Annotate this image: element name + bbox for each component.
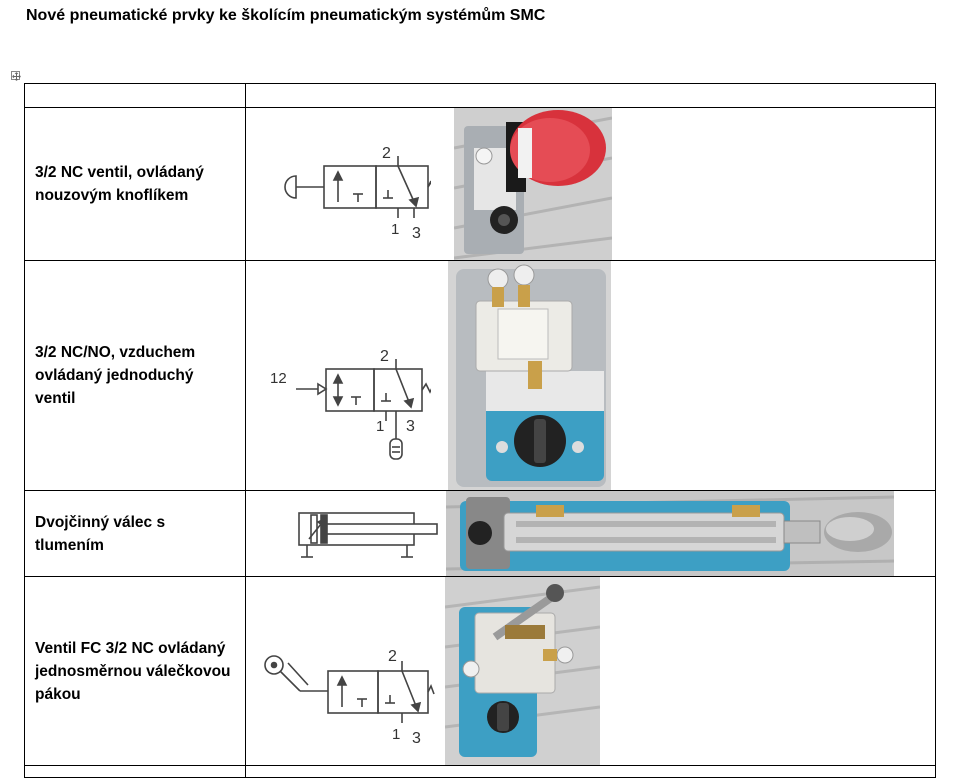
table-row: [25, 577, 936, 766]
port-label: 1: [376, 418, 385, 435]
component-label: 3/2 NC/NO, vzduchem ovládaný jednoduchý ventil: [35, 344, 196, 407]
port-label: 2: [380, 349, 390, 365]
image-cell: [246, 108, 936, 261]
image-cell: [246, 577, 936, 766]
port-label: 3: [412, 730, 422, 747]
cushioned-cylinder-photo-icon: [446, 491, 894, 576]
label-cell: [25, 261, 246, 491]
image-cell: [246, 261, 936, 491]
valve-3-2-roller-lever-symbol-icon: [256, 639, 436, 749]
port-label: 1: [392, 726, 401, 743]
components-table: [24, 83, 936, 778]
air-piloted-valve-photo-icon: [448, 261, 611, 490]
table-row: [25, 108, 936, 261]
label-cell: [25, 491, 246, 577]
roller-lever-valve-photo-icon: [445, 577, 600, 765]
port-label: 12: [270, 370, 287, 387]
valve-3-2-pushbutton-symbol-icon: [266, 146, 431, 241]
table-row: [25, 491, 936, 577]
port-label: 2: [382, 146, 392, 162]
valve-3-2-pilot-symbol-icon: [266, 349, 431, 479]
image-cell: [246, 491, 936, 577]
header-cell: [25, 84, 246, 108]
port-label: 1: [391, 221, 400, 238]
table-row: [25, 766, 936, 778]
component-label: 3/2 NC ventil, ovládaný nouzovým knoflíkem: [35, 164, 204, 204]
label-cell: [25, 108, 246, 261]
document-title: Nové pneumatické prvky ke školícím pneumatickým systémům SMC: [26, 7, 546, 24]
emergency-stop-valve-photo-icon: [454, 108, 612, 260]
image-cell: [246, 766, 936, 778]
double-acting-cylinder-symbol-icon: [291, 505, 441, 569]
header-cell: [246, 84, 936, 108]
component-label: Ventil FC 3/2 NC ovládaný jednosměrnou válečkovou pákou: [35, 639, 231, 703]
component-label: Dvojčinný válec s tlumením: [35, 513, 166, 554]
port-label: 3: [406, 418, 416, 435]
table-header-row: [25, 84, 936, 108]
table-row: [25, 261, 936, 491]
port-label: 2: [388, 648, 398, 665]
label-cell: [25, 577, 246, 766]
table-move-handle-icon[interactable]: [11, 71, 20, 80]
label-cell: [25, 766, 246, 778]
port-label: 3: [412, 225, 422, 241]
